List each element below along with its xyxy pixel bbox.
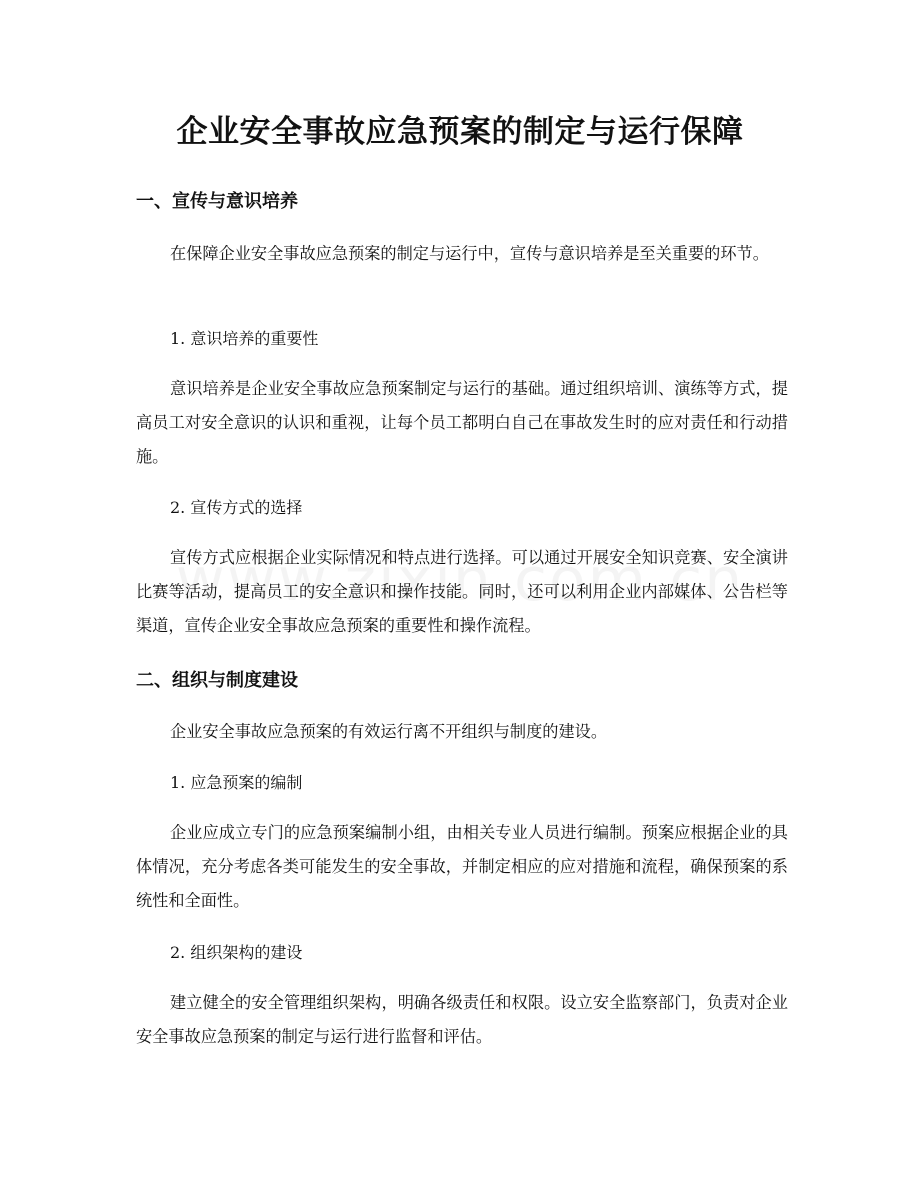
section-heading: 一、宣传与意识培养 <box>136 191 298 212</box>
section-intro: 在保障企业安全事故应急预案的制定与运行中，宣传与意识培养是至关重要的环节。 <box>170 244 769 263</box>
subsection-heading: 1. 意识培养的重要性 <box>170 329 319 348</box>
subsection-paragraph: 企业应成立专门的应急预案编制小组，由相关专业人员进行编制。预案应根据企业的具体情况，充分考虑各类可能发生的安全事故，并制定相应的应对措施和流程，确保预案的系统性和全面性。 <box>136 823 788 910</box>
subsection-heading: 1. 应急预案的编制 <box>170 773 303 792</box>
section-intro: 企业安全事故应急预案的有效运行离不开组织与制度的建设。 <box>170 722 608 741</box>
subsection-paragraph: 建立健全的安全管理组织架构，明确各级责任和权限。设立安全监察部门，负责对企业安全事故应急预案的制定与运行进行监督和评估。 <box>136 993 788 1046</box>
subsection-paragraph: 宣传方式应根据企业实际情况和特点进行选择。可以通过开展安全知识竞赛、安全演讲比赛等活动，提高员工的安全意识和操作技能。同时，还可以利用企业内部媒体、公告栏等渠道，宣传企业安全事故应急预案的重要性和操作流程。 <box>136 548 788 635</box>
subsection-heading: 2. 组织架构的建设 <box>170 943 303 962</box>
document-title: 企业安全事故应急预案的制定与运行保障 <box>176 114 744 150</box>
section-heading: 二、组织与制度建设 <box>136 670 298 691</box>
subsection-heading: 2. 宣传方式的选择 <box>170 498 303 517</box>
subsection-paragraph: 意识培养是企业安全事故应急预案制定与运行的基础。通过组织培训、演练等方式，提高员工对安全意识的认识和重视，让每个员工都明白自己在事故发生时的应对责任和行动措施。 <box>136 379 788 466</box>
